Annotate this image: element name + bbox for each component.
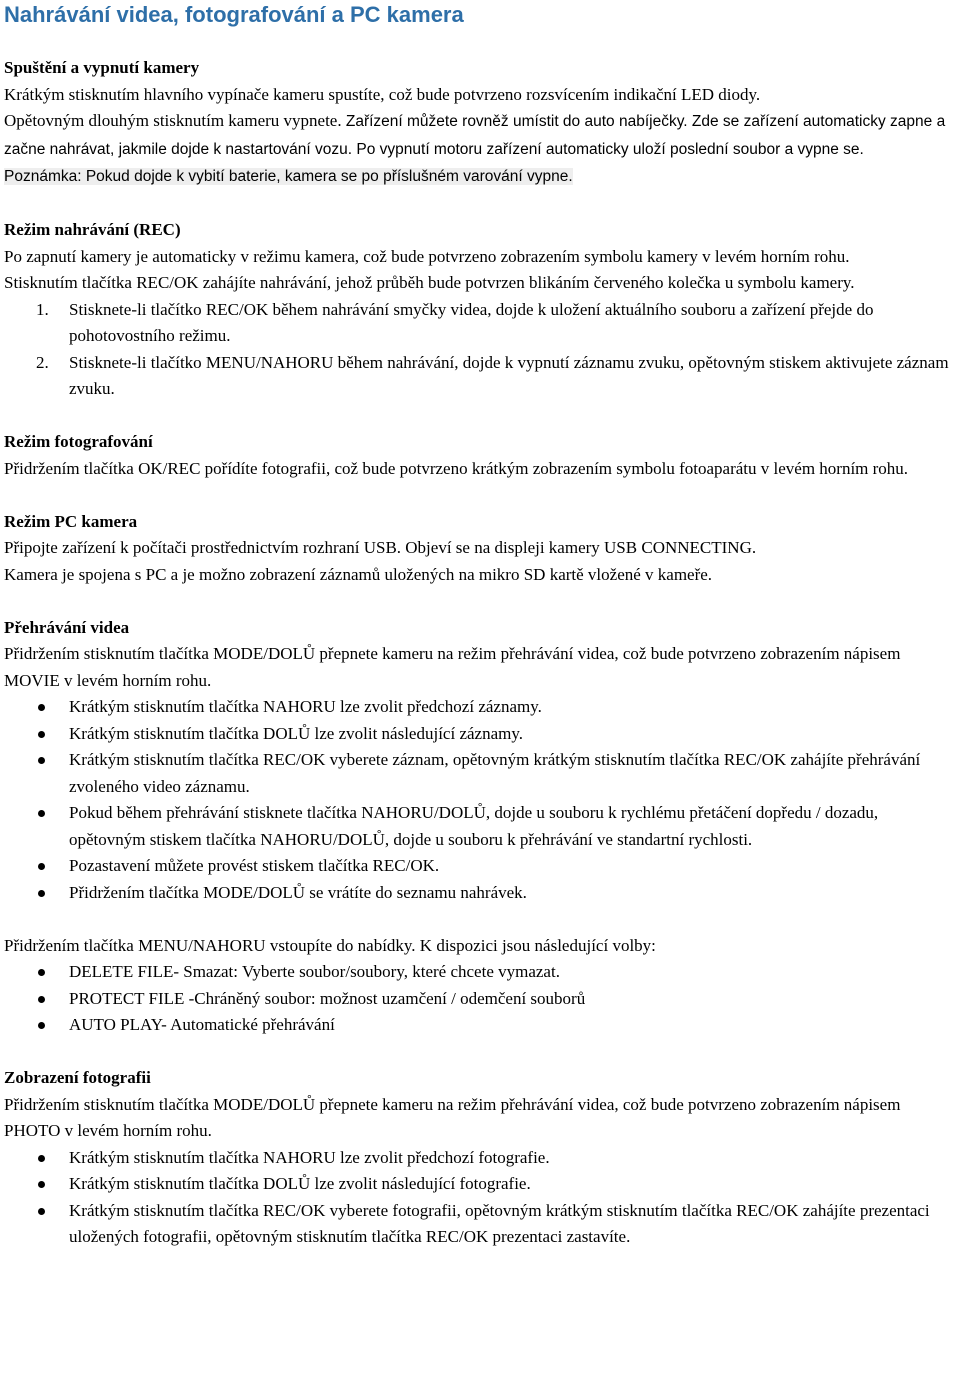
bullet-list	[4, 694, 956, 906]
section-title: Režim nahrávání (REC)	[4, 220, 181, 239]
list-item-text: Krátkým stisknutím tlačítka NAHORU lze zvolit předchozí fotografie.	[69, 1147, 550, 1167]
note-paragraph	[4, 163, 956, 191]
spacer	[4, 29, 956, 55]
spacer	[4, 1039, 956, 1066]
list-item-text: Pozastavení můžete provést stiskem tlačítka REC/OK.	[69, 856, 440, 875]
paragraph: Přidržením stisknutím tlačítka MODE/DOLŮ přepnete kameru na režim přehrávání videa, což bude potvrzeno zobrazením nápisem PHOTO v levém horním rohu.	[4, 1094, 901, 1140]
list-number: 2.	[36, 352, 49, 372]
list-item	[4, 297, 956, 350]
list-item-text: Pokud během přehrávání stisknete tlačítka NAHORU/DOLŮ, dojde u souboru k rychlému přetáčení dopředu / dozadu, opětovným stiskem tlačítka NAHORU/DOLŮ, dojde u souboru k přehrávání ve standartní rychlosti.	[69, 803, 879, 849]
bullet-icon	[38, 731, 45, 738]
section-title: Přehrávání videa	[4, 617, 130, 637]
list-item-text: DELETE FILE- Smazat: Vyberte soubor/soubory, které chcete vymazat.	[69, 962, 560, 981]
list-item	[4, 721, 956, 748]
list-item	[4, 694, 956, 721]
section-photo	[4, 429, 956, 482]
paragraph: Po zapnutí kamery je automaticky v režimu kamera, což bude potvrzeno zobrazením symbolu kamery v levém horním rohu.	[4, 246, 850, 266]
list-item-text: Krátkým stisknutím tlačítka DOLŮ lze zvolit následující fotografie.	[69, 1174, 531, 1193]
page-title: Nahrávání videa, fotografování a PC kamera	[4, 2, 464, 27]
list-item	[4, 800, 956, 853]
list-item-text: Krátkým stisknutím tlačítka REC/OK vyberete fotografii, opětovným krátkým stisknutím tlačítka REC/OK zahájíte prezentaci uložených fotografii, opětovným stisknutím tlačítka REC/OK prezentaci zastavíte.	[69, 1200, 930, 1246]
list-item	[4, 853, 956, 880]
list-item	[4, 959, 956, 986]
list-item-text: Stisknete-li tlačítko MENU/NAHORU během nahrávání, dojde k vypnutí záznamu zvuku, opětovným stiskem aktivujete záznam zvuku.	[69, 352, 949, 398]
spacer	[4, 588, 956, 615]
spacer	[4, 906, 956, 933]
bullet-icon	[38, 704, 45, 711]
spacer	[4, 403, 956, 430]
bullet-icon	[38, 996, 45, 1003]
list-item	[4, 747, 956, 800]
spacer	[4, 191, 956, 218]
list-item	[4, 1198, 956, 1251]
bullet-list	[4, 1145, 956, 1251]
bullet-icon	[38, 1155, 45, 1162]
bullet-icon	[38, 890, 45, 897]
section-rec	[4, 217, 956, 403]
note-text: Poznámka: Pokud dojde k vybití baterie, kamera se po příslušném varování vypne.	[4, 168, 573, 185]
bullet-list	[4, 959, 956, 1039]
paragraph: Přidržením stisknutím tlačítka MODE/DOLŮ přepnete kameru na režim přehrávání videa, což bude potvrzeno zobrazením nápisem MOVIE v levém horním rohu.	[4, 644, 901, 690]
list-item	[4, 350, 956, 403]
paragraph: Krátkým stisknutím hlavního vypínače kameru spustíte, což bude potvrzeno rozsvícením indikační LED diody.	[4, 84, 761, 104]
list-item	[4, 1012, 956, 1039]
paragraph	[4, 108, 956, 163]
bullet-icon	[38, 863, 45, 870]
bullet-icon	[38, 810, 45, 817]
list-item	[4, 986, 956, 1013]
list-item	[4, 1171, 956, 1198]
bullet-icon	[38, 1022, 45, 1029]
section-pc-camera	[4, 509, 956, 589]
paragraph: Připojte zařízení k počítači prostřednictvím rozhraní USB. Objeví se na displeji kamery USB CONNECTING.	[4, 538, 757, 557]
paragraph: Kamera je spojena s PC a je možno zobrazení záznamů uložených na mikro SD kartě vložené v kameře.	[4, 564, 713, 584]
list-item	[4, 1145, 956, 1172]
spacer	[4, 482, 956, 509]
text-run: Opětovným dlouhým stisknutím kameru vypnete.	[4, 111, 346, 130]
section-video-playback	[4, 615, 956, 1039]
list-item-text: Krátkým stisknutím tlačítka REC/OK vyberete záznam, opětovným krátkým stisknutím tlačítka REC/OK zahájíte přehrávání zvoleného video záznamu.	[69, 750, 921, 796]
list-item-text: PROTECT FILE -Chráněný soubor: možnost uzamčení / odemčení souborů	[69, 988, 586, 1008]
list-number: 1.	[36, 299, 49, 319]
list-item-text: Krátkým stisknutím tlačítka DOLŮ lze zvolit následující záznamy.	[69, 723, 523, 743]
paragraph: Stisknutím tlačítka REC/OK zahájíte nahrávání, jehož průběh bude potvrzen blikáním červeného kolečka u symbolu kamery.	[4, 273, 855, 292]
list-item-text: Přidržením tlačítka MODE/DOLŮ se vrátíte do seznamu nahrávek.	[69, 882, 527, 902]
bullet-icon	[38, 1181, 45, 1188]
list-item	[4, 880, 956, 907]
section-title: Režim fotografování	[4, 432, 153, 451]
paragraph: Přidržením tlačítka OK/REC pořídíte fotografii, což bude potvrzeno krátkým zobrazením symbolu fotoaparátu v levém horním rohu.	[4, 458, 909, 478]
bullet-icon	[38, 1208, 45, 1215]
bullet-icon	[38, 969, 45, 976]
section-title: Zobrazení fotografii	[4, 1068, 151, 1087]
paragraph: Přidržením tlačítka MENU/NAHORU vstoupíte do nabídky. K dispozici jsou následující volby:	[4, 935, 656, 955]
list-item-text: AUTO PLAY- Automatické přehrávání	[69, 1015, 335, 1034]
section-power	[4, 55, 956, 191]
section-title: Spuštění a vypnutí kamery	[4, 58, 200, 77]
section-photo-playback	[4, 1065, 956, 1251]
section-title: Režim PC kamera	[4, 511, 138, 531]
numbered-list	[4, 297, 956, 403]
bullet-icon	[38, 757, 45, 764]
list-item-text: Stisknete-li tlačítko REC/OK během nahrávání smyčky videa, dojde k uložení aktuálního souboru a zařízení přejde do pohotovostního režimu.	[69, 299, 874, 345]
list-item-text: Krátkým stisknutím tlačítka NAHORU lze zvolit předchozí záznamy.	[69, 697, 542, 716]
text-run: Zařízení můžete rovněž umístit do auto nabíječky. Zde se zařízení automaticky zapne a začne nahrávat, jakmile dojde k nastartování vozu. Po vypnutí motoru zařízení automaticky uloží poslední soubor a vypne se.	[4, 113, 946, 158]
